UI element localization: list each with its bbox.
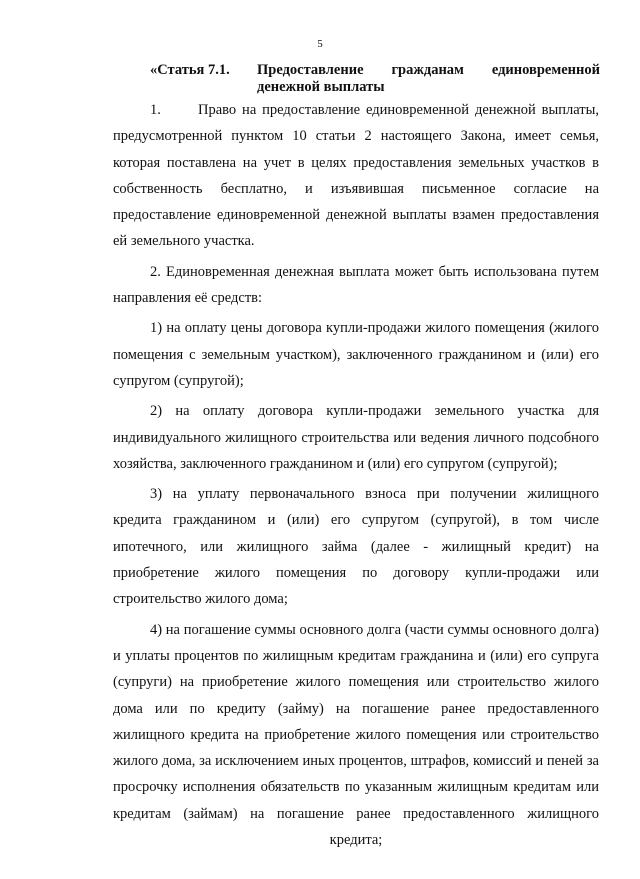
- subitem-2: 2) на оплату договора купли-продажи земельного участка для индивидуального жилищного строительства или ведения личного подсобного хозяйства, заключенного гражданином и (или) его супругом (супругой);: [113, 403, 599, 472]
- page-number: 5: [317, 38, 323, 50]
- paragraph-2: 2. Единовременная денежная выплата может быть использована путем направления её средств:: [113, 263, 599, 307]
- subitem-3: 3) на уплату первоначального взноса при получении жилищного кредита гражданином и (или) его супругом (супругой), в том числе ипотечного, или жилищного займа (далее - жилищный кредит) на приобретение жилого помещения по договору купли-продажи или строительство жилого дома;: [113, 486, 599, 608]
- article-number: «Статья 7.1.: [150, 62, 230, 78]
- subitem-1: 1) на оплату цены договора купли-продажи жилого помещения (жилого помещения с земельным участком), заключенного гражданином и (или) его супругом (супругой);: [113, 320, 599, 389]
- article-title: Предоставление гражданам единовременной денежной выплаты: [257, 62, 600, 95]
- paragraph-1: [113, 97, 599, 255]
- paragraph-1-number: 1.: [150, 102, 161, 118]
- article-body: [113, 97, 599, 853]
- subitem-4: 4) на погашение суммы основного долга (части суммы основного долга) и уплаты процентов по жилищным кредитам гражданина и (или) его супруга (супруги) на приобретение жилого помещения или строительство жилого дома или по кредиту (займу) на погашение ранее предоставленного жилищного кредита на приобретение жилого помещения или строительство жилого дома, за исключением иных процентов, штрафов, комиссий и пеней за просрочку исполнения обязательств по указанным жилищным кредитам или кредитам (займам) на погашение ранее предоставленного жилищного кредита;: [113, 621, 599, 849]
- paragraph-1-text: Право на предоставление единовременной денежной выплаты, предусмотренной пунктом 10 статьи 2 настоящего Закона, имеет семья, которая поставлена на учет в целях предоставления земельных участков в собственность бесплатно, и изъявившая письменное согласие на предоставление единовременной денежной выплаты взамен предоставления ей земельного участка.: [113, 102, 599, 250]
